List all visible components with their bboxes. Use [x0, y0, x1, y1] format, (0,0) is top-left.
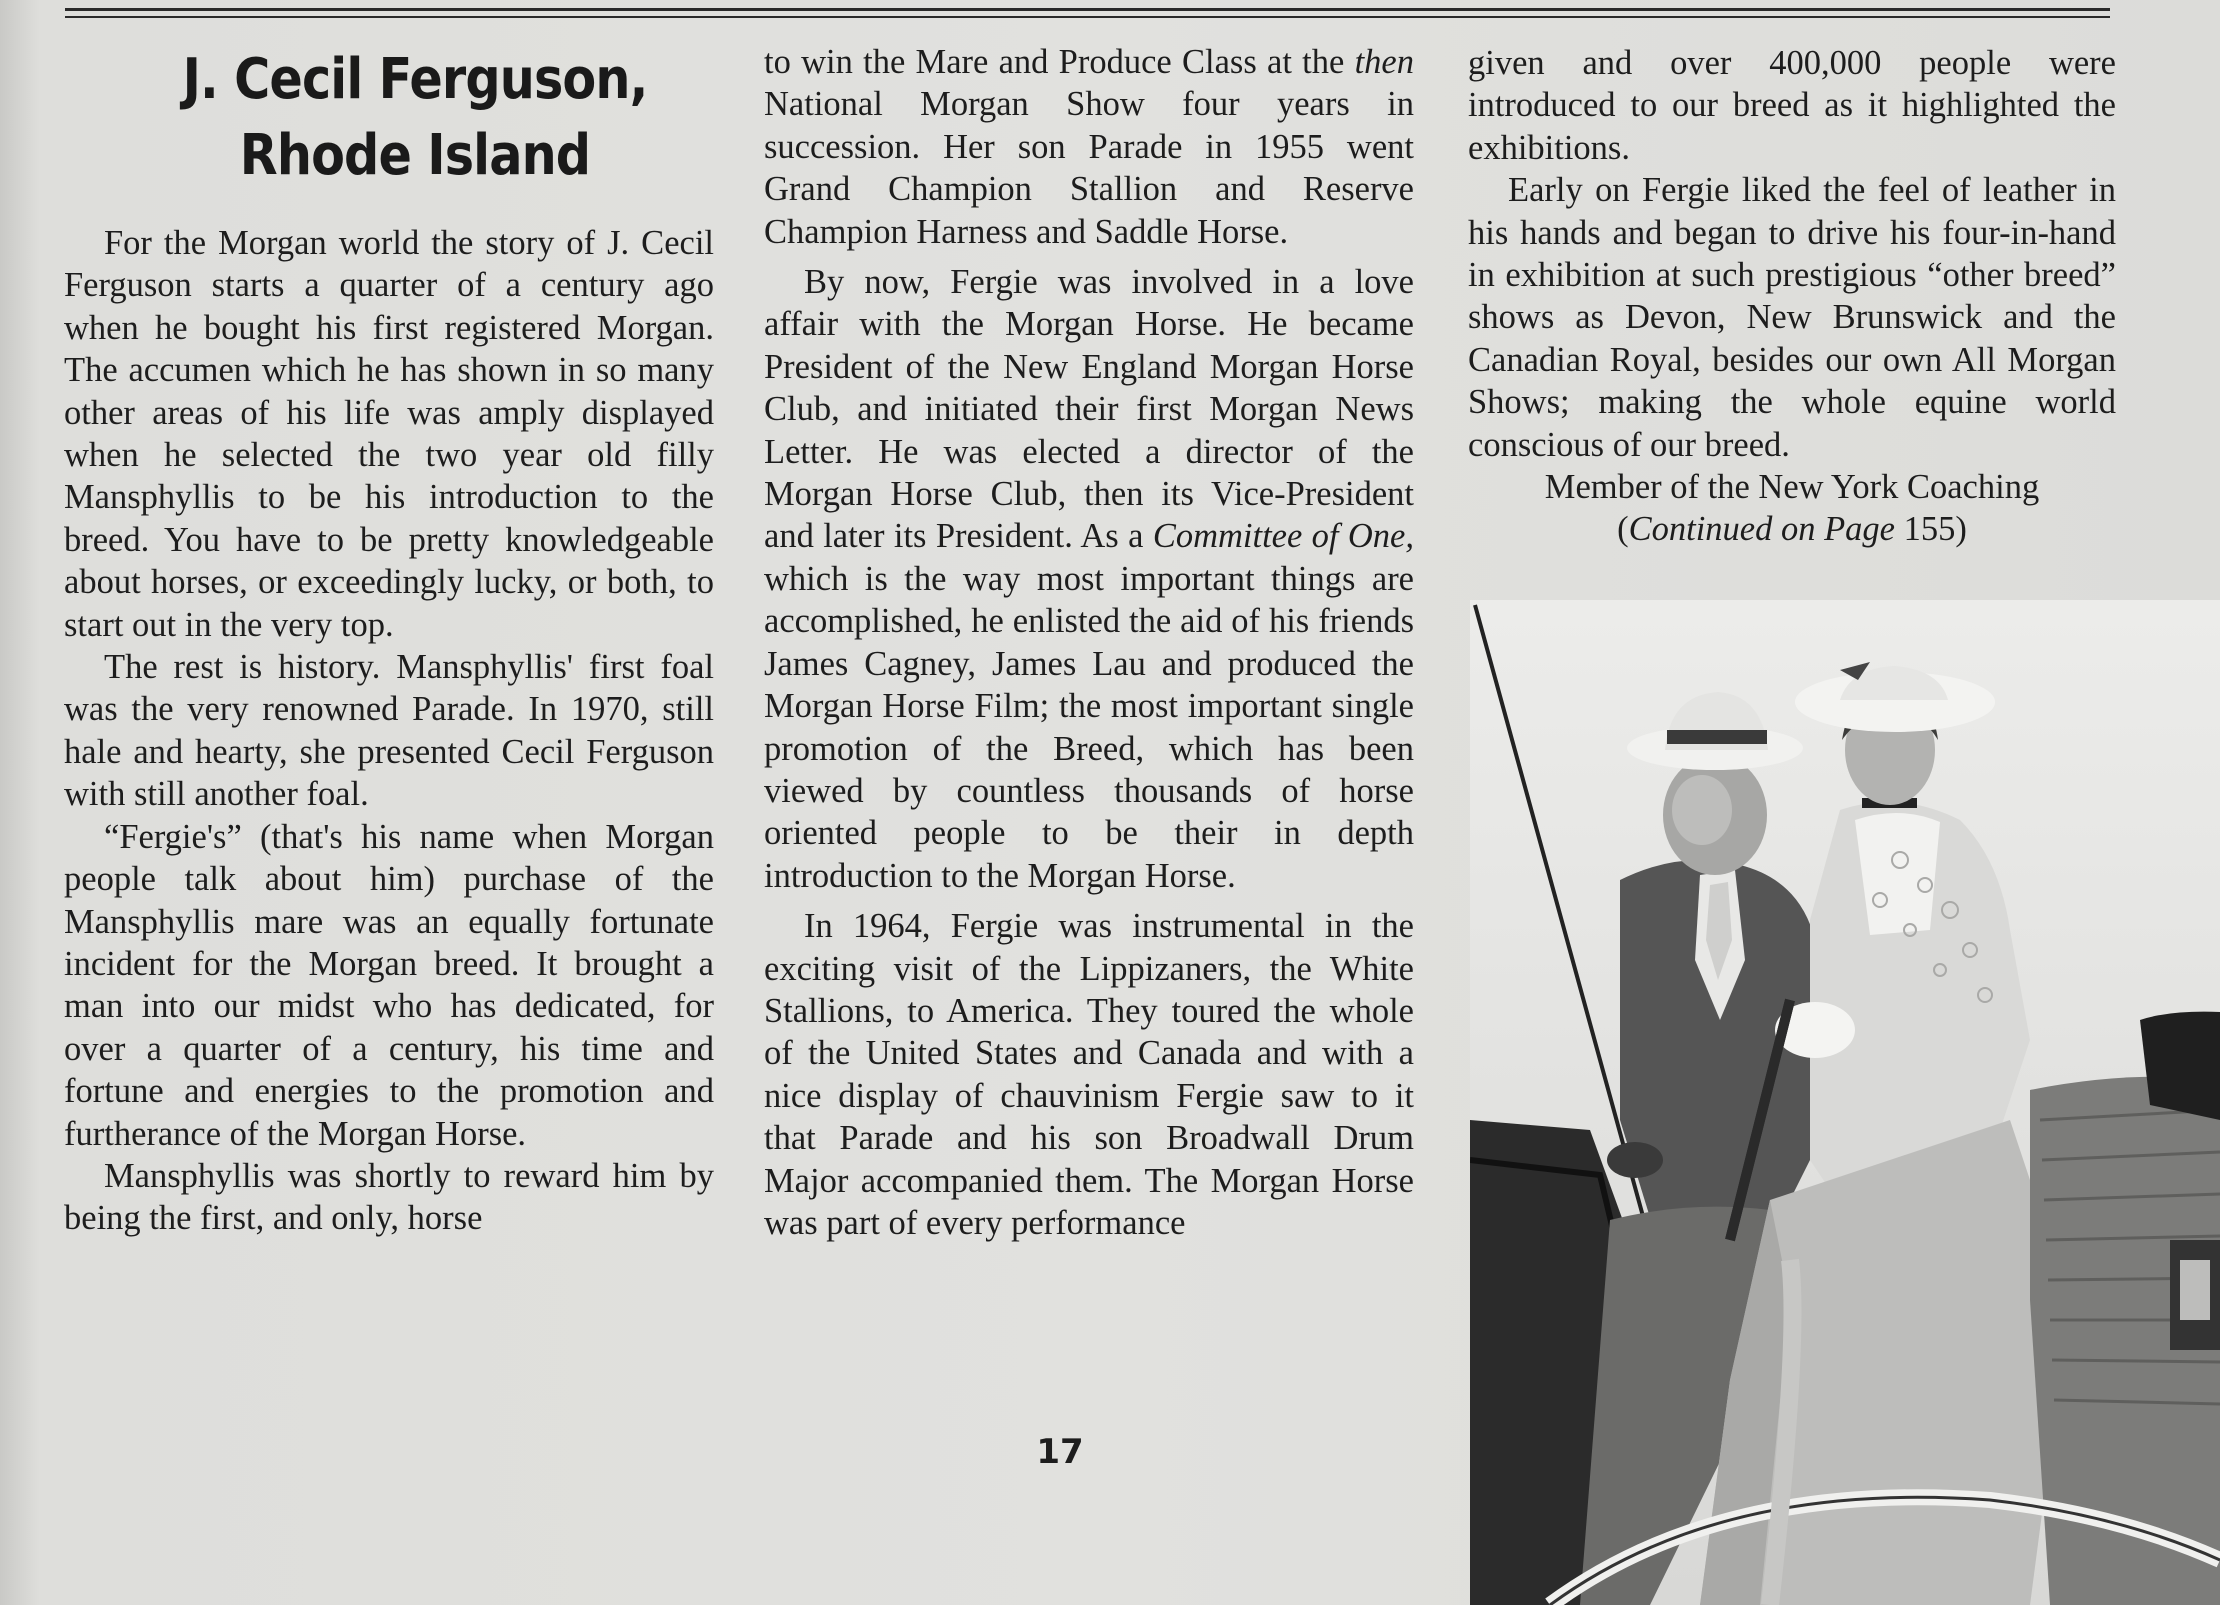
paragraph: Member of the New York Coaching: [1544, 468, 2040, 507]
top-rule: [65, 8, 2110, 11]
paragraph: [764, 41, 1414, 253]
photo-illustration: [1470, 600, 2220, 1605]
paragraph: [764, 261, 1414, 897]
column-2: [764, 41, 1414, 1244]
paragraph: given and over 400,000 people were introduced to our breed as it highlighted the exhibitions.: [1468, 44, 2116, 167]
italic-run: then: [1354, 43, 1414, 81]
headline-line-1: J. Cecil Ferguson,: [182, 47, 648, 112]
top-rule-secondary: [65, 16, 2110, 18]
text-run: National Morgan Show four years in succession. Her son Parade in 1955 went Grand Champion Stallion and Reserve Champion Harness and Saddle Horse.: [764, 85, 1414, 251]
continued-note: [1468, 508, 2116, 550]
italic-run: Continued on Page: [1628, 510, 1895, 549]
text-run: which is the way most important things are accomplished, he enlisted the aid of his friends James Cagney, James Lau and produced the Morgan Horse Film; the most important single promotion of the Breed, which has been viewed by countless thousands of horse oriented people to be their in depth introduction to the Morgan Horse.: [764, 559, 1414, 895]
text-run: to win the Mare and Produce Class at the: [764, 43, 1355, 81]
carriage-photo: [1470, 600, 2220, 1605]
article-headline: [155, 42, 674, 194]
column-3: [1468, 42, 2116, 551]
column-1: [64, 222, 714, 1240]
italic-run: Committee of One,: [1152, 517, 1414, 556]
paragraph: The rest is history. Mansphyllis' first foal was the very renowned Parade. In 1970, still hale and hearty, she presented Cecil Ferguson with still another foal.: [64, 648, 714, 814]
page-number: 17: [1036, 1432, 1084, 1472]
paragraph: Early on Fergie liked the feel of leather in his hands and began to drive his four-in-hand in exhibition at such prestigious “other breed” shows as Devon, New Brunswick and the Canadian Royal, besides our own All Morgan Shows; making the whole equine world conscious of our breed.: [1468, 171, 2116, 464]
paragraph: For the Morgan world the story of J. Cecil Ferguson starts a quarter of a century ago when he bought his first registered Morgan. The accumen which he has shown in so many other areas of his life was amply displayed when he selected the two year old filly Mansphyllis to be his introduction to the breed. You have to be pretty knowledgeable about horses, or exceedingly lucky, or both, to start out in the very top.: [64, 224, 714, 644]
paragraph: In 1964, Fergie was instrumental in the exciting visit of the Lippizaners, the White Stallions, to America. They toured the whole of the United States and Canada and with a nice display of chauvinism Fergie saw to it that Parade and his son Broadwall Drum Major accompanied them. The Morgan Horse was part of every performance: [764, 907, 1414, 1242]
paragraph: “Fergie's” (that's his name when Morgan people talk about him) purchase of the Mansphyllis mare was an equally fortunate incident for the Morgan breed. It brought a man into our midst who has dedicated, for over a quarter of a century, his time and fortune and energies to the promotion and furtherance of the Morgan Horse.: [64, 817, 714, 1153]
paragraph: Mansphyllis was shortly to reward him by being the first, and only, horse: [64, 1156, 714, 1238]
text-run: By now, Fergie was involved in a love affair with the Morgan Horse. He became President of the New England Morgan Horse Club, and initiated their first Morgan News Letter. He was elected a director of the Morgan Horse Club, then its Vice-President and later its President. As a: [764, 263, 1414, 556]
text-run: 155): [1895, 510, 1967, 549]
headline-line-2: Rhode Island: [239, 123, 591, 188]
text-run: (: [1617, 510, 1629, 549]
